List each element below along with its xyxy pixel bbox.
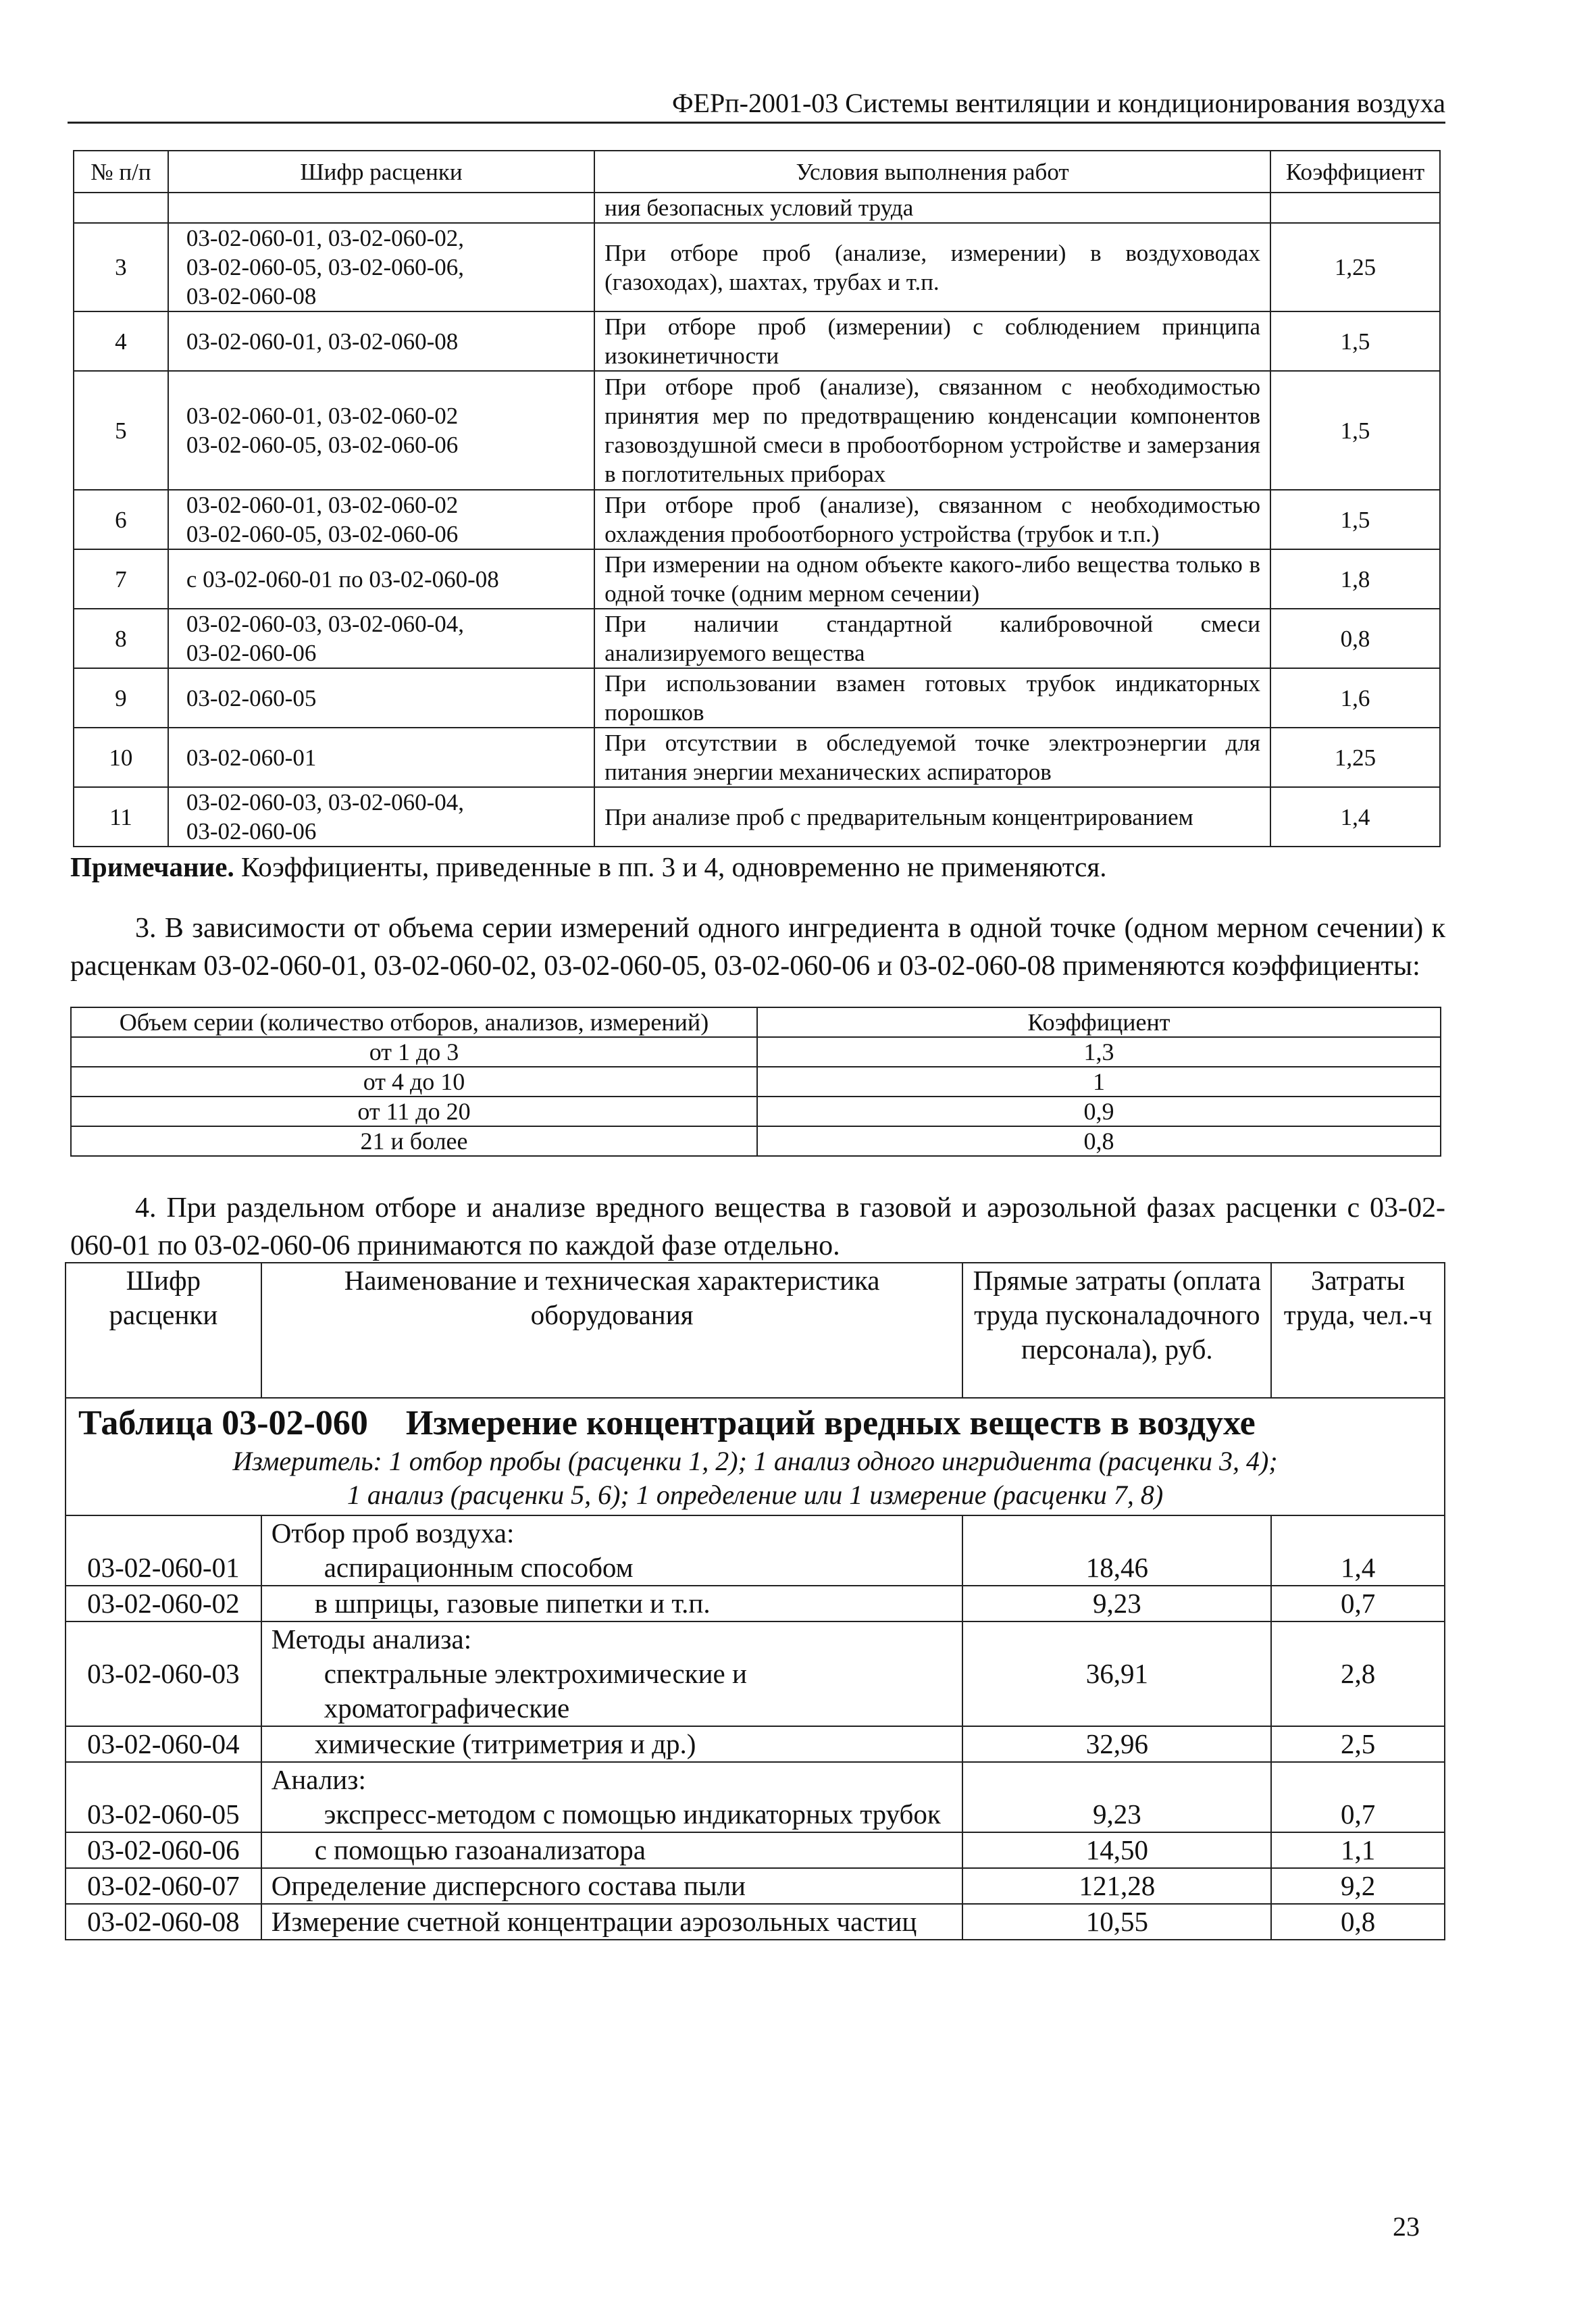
code-cell: 03-02-060-03 xyxy=(66,1621,261,1726)
page-header: ФЕРп-2001-03 Системы вентиляции и кондиционирования воздуха xyxy=(671,88,1445,118)
conditions-coefficients-table xyxy=(73,150,1441,847)
row-condition: При наличии стандартной калибровочной смеси анализируемого вещества xyxy=(594,609,1270,668)
row-codes: 03-02-060-03, 03-02-060-04, 03-02-060-06 xyxy=(168,609,594,668)
row-num: 8 xyxy=(74,609,168,668)
page-number: 23 xyxy=(1393,2211,1420,2242)
cost-cell: 121,28 xyxy=(962,1868,1271,1904)
continuation-text: ния безопасных условий труда xyxy=(594,193,1270,223)
row-num: 4 xyxy=(74,311,168,371)
labor-cell: 9,2 xyxy=(1271,1868,1445,1904)
note-text: Коэффициенты, приведенные в пп. 3 и 4, одновременно не применяются. xyxy=(234,851,1107,882)
code-cell: 03-02-060-01 xyxy=(66,1515,261,1586)
row-condition: При отборе проб (анализе), связанном с необходимостью охлаждения пробоотборного устройства (трубок и т.п.) xyxy=(594,490,1270,549)
row-codes: 03-02-060-05 xyxy=(168,668,594,728)
table-title-code: Таблица 03-02-060 xyxy=(78,1404,368,1442)
header-volume: Объем серии (количество отборов, анализов, измерений) xyxy=(71,1007,757,1037)
row-num: 5 xyxy=(74,371,168,490)
name-cell xyxy=(261,1762,963,1832)
measurer-line-2: 1 анализ (расценки 5, 6); 1 определение или 1 измерение (расценки 7, 8) xyxy=(346,1480,1164,1510)
row-codes: 03-02-060-01, 03-02-060-02, 03-02-060-05, 03-02-060-06, 03-02-060-08 xyxy=(168,223,594,311)
row-codes: 03-02-060-01, 03-02-060-02 03-02-060-05, 03-02-060-06 xyxy=(168,490,594,549)
measurer-line-1: Измеритель: 1 отбор пробы (расценки 1, 2); 1 анализ одного ингридиента (расценки 3, 4); xyxy=(232,1446,1278,1476)
volume-cell: от 1 до 3 xyxy=(71,1037,757,1067)
volume-cell: 21 и более xyxy=(71,1126,757,1156)
cost-cell: 9,23 xyxy=(962,1586,1271,1621)
row-coef: 1,4 xyxy=(1270,787,1440,847)
code-cell: 03-02-060-05 xyxy=(66,1762,261,1832)
labor-cell: 2,8 xyxy=(1271,1621,1445,1726)
row-codes: 03-02-060-01, 03-02-060-08 xyxy=(168,311,594,371)
coef-cell: 0,8 xyxy=(757,1126,1441,1156)
code-cell: 03-02-060-07 xyxy=(66,1868,261,1904)
item-name: экспресс-методом с помощью индикаторных трубок xyxy=(324,1799,941,1830)
row-num: 9 xyxy=(74,668,168,728)
row-coef: 1,25 xyxy=(1270,223,1440,311)
labor-cell: 0,7 xyxy=(1271,1762,1445,1832)
volume-cell: от 11 до 20 xyxy=(71,1097,757,1126)
labor-cell: 2,5 xyxy=(1271,1726,1445,1762)
cost-cell: 36,91 xyxy=(962,1621,1271,1726)
header-coefficient: Коэффициент xyxy=(757,1007,1441,1037)
labor-cell: 0,7 xyxy=(1271,1586,1445,1621)
volume-cell: от 4 до 10 xyxy=(71,1067,757,1097)
name-cell: Измерение счетной концентрации аэрозольных частиц xyxy=(261,1904,963,1940)
row-num: 10 xyxy=(74,728,168,787)
row-condition: При отсутствии в обследуемой точке электроэнергии для питания энергии механических аспираторов xyxy=(594,728,1270,787)
row-num: 6 xyxy=(74,490,168,549)
table-title xyxy=(78,1403,1432,1444)
header-num: № п/п xyxy=(74,151,168,193)
row-codes: 03-02-060-01 xyxy=(168,728,594,787)
row-codes: 03-02-060-03, 03-02-060-04, 03-02-060-06 xyxy=(168,787,594,847)
paragraph-3: 3. В зависимости от объема серии измерений одного ингредиента в одной точке (одном мерном сечении) к расценкам 03-02-060-01, 03-02-060-02, 03-02-060-05, 03-02-060-06 и 03-02-060-08 применяются коэффициенты: xyxy=(70,913,1445,982)
labor-cell: 1,4 xyxy=(1271,1515,1445,1586)
row-condition: При анализе проб с предварительным концентрированием xyxy=(594,787,1270,847)
name-cell xyxy=(261,1515,963,1586)
row-coef: 1,6 xyxy=(1270,668,1440,728)
row-num: 3 xyxy=(74,223,168,311)
row-codes: с 03-02-060-01 по 03-02-060-08 xyxy=(168,549,594,609)
code-cell: 03-02-060-08 xyxy=(66,1904,261,1940)
group-label: Отбор проб воздуха: xyxy=(271,1517,515,1549)
row-condition: При отборе проб (измерении) с соблюдением принципа изокинетичности xyxy=(594,311,1270,371)
row-condition: При отборе проб (анализе), связанном с необходимостью принятия мер по предотвращению конденсации компонентов газовоздушной смеси в пробоотборном устройстве и замерзания в поглотительных приборах xyxy=(594,371,1270,490)
cost-cell: 18,46 xyxy=(962,1515,1271,1586)
name-cell: с помощью газоанализатора xyxy=(261,1832,963,1868)
cost-cell: 32,96 xyxy=(962,1726,1271,1762)
header-code: Шифр расценки xyxy=(66,1263,261,1398)
item-name: аспирационным способом xyxy=(324,1552,634,1583)
cost-cell: 9,23 xyxy=(962,1762,1271,1832)
table-title-text: Измерение концентраций вредных веществ в воздухе xyxy=(405,1404,1256,1442)
table-title-block xyxy=(66,1398,1445,1515)
name-cell: Определение дисперсного состава пыли xyxy=(261,1868,963,1904)
header-conditions: Условия выполнения работ xyxy=(594,151,1270,193)
code-cell: 03-02-060-06 xyxy=(66,1832,261,1868)
coef-cell: 1,3 xyxy=(757,1037,1441,1067)
series-volume-table xyxy=(70,1007,1441,1157)
coef-cell: 0,9 xyxy=(757,1097,1441,1126)
row-condition: При использовании взамен готовых трубок индикаторных порошков xyxy=(594,668,1270,728)
row-coef: 0,8 xyxy=(1270,609,1440,668)
code-cell: 03-02-060-02 xyxy=(66,1586,261,1621)
name-cell xyxy=(261,1621,963,1726)
group-label: Анализ: xyxy=(271,1764,366,1795)
labor-cell: 1,1 xyxy=(1271,1832,1445,1868)
cost-cell: 14,50 xyxy=(962,1832,1271,1868)
group-label: Методы анализа: xyxy=(271,1624,472,1655)
note xyxy=(70,850,1107,884)
row-num: 7 xyxy=(74,549,168,609)
measurement-costs-table xyxy=(65,1262,1445,1940)
row-condition: При отборе проб (анализе, измерении) в воздуховодах (газоходах), шахтах, трубах и т.п. xyxy=(594,223,1270,311)
header-name: Наименование и техническая характеристика оборудования xyxy=(261,1263,963,1398)
coef-cell: 1 xyxy=(757,1067,1441,1097)
labor-cell: 0,8 xyxy=(1271,1904,1445,1940)
paragraph-4: 4. При раздельном отборе и анализе вредного вещества в газовой и аэрозольной фазах расценки с 03-02-060-01 по 03-02-060-06 принимаются по каждой фазе отдельно. xyxy=(70,1192,1445,1261)
row-codes: 03-02-060-01, 03-02-060-02 03-02-060-05, 03-02-060-06 xyxy=(168,371,594,490)
cost-cell: 10,55 xyxy=(962,1904,1271,1940)
row-coef: 1,25 xyxy=(1270,728,1440,787)
row-coef: 1,8 xyxy=(1270,549,1440,609)
row-num: 11 xyxy=(74,787,168,847)
header-code: Шифр расценки xyxy=(168,151,594,193)
code-cell: 03-02-060-04 xyxy=(66,1726,261,1762)
name-cell: в шприцы, газовые пипетки и т.п. xyxy=(261,1586,963,1621)
header-rule xyxy=(68,122,1445,124)
name-cell: химические (титриметрия и др.) xyxy=(261,1726,963,1762)
row-condition: При измерении на одном объекте какого-либо вещества только в одной точке (одним мерном сечении) xyxy=(594,549,1270,609)
note-label: Примечание. xyxy=(70,851,234,882)
row-coef: 1,5 xyxy=(1270,371,1440,490)
header-labor: Затраты труда, чел.-ч xyxy=(1271,1263,1445,1398)
header-cost: Прямые затраты (оплата труда пусконаладочного персонала), руб. xyxy=(962,1263,1271,1398)
item-name: спектральные электрохимические и хроматографические xyxy=(324,1658,747,1724)
row-coef: 1,5 xyxy=(1270,311,1440,371)
header-coefficient: Коэффициент xyxy=(1270,151,1440,193)
row-coef: 1,5 xyxy=(1270,490,1440,549)
